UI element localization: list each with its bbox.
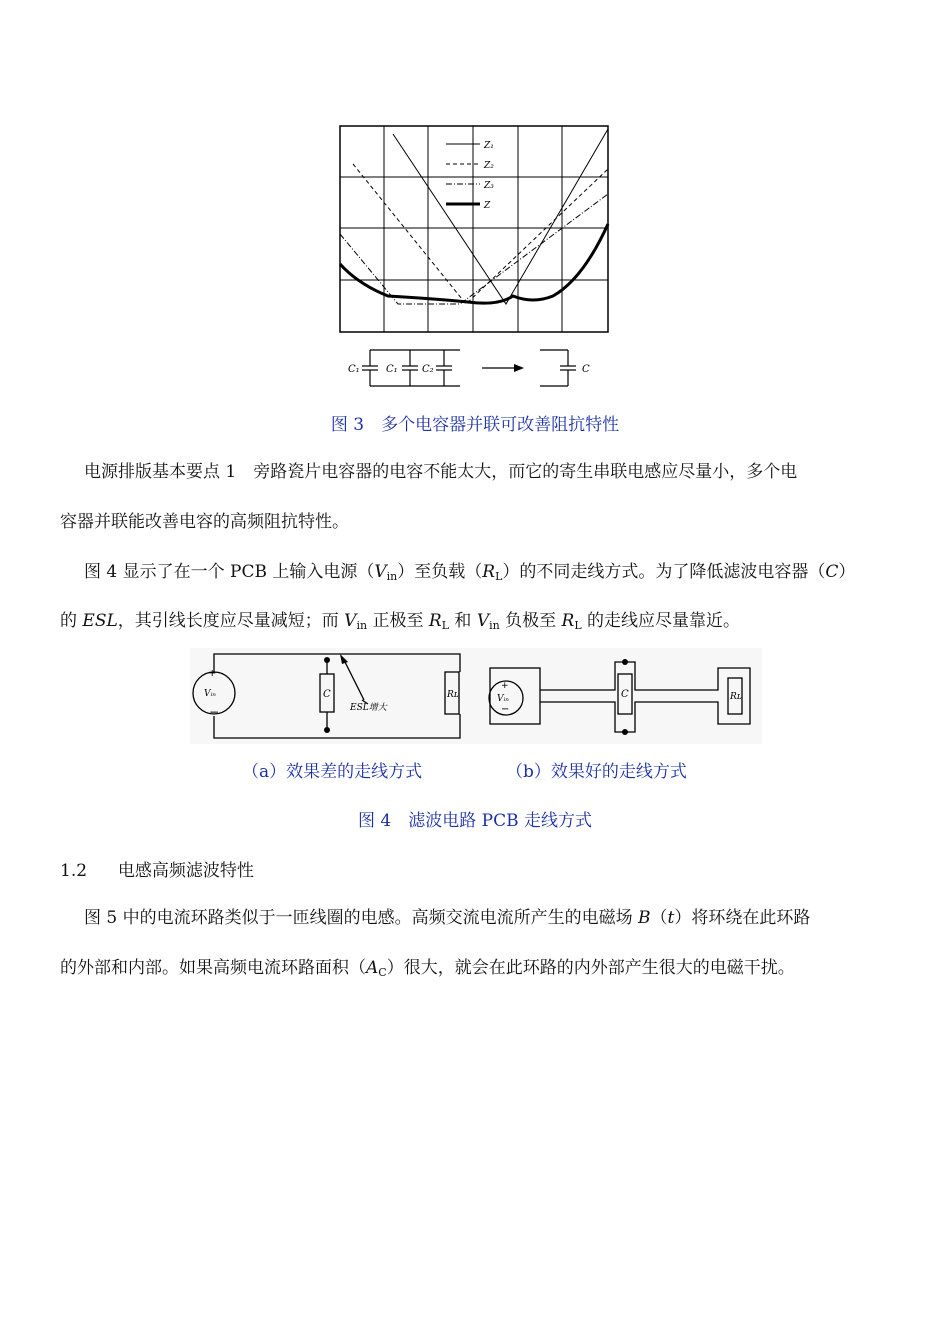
section-number: 1.2 [60, 861, 88, 881]
cap-label-3: C₂ [422, 364, 434, 375]
svg-text:+: + [501, 681, 509, 691]
paragraph-1-cont [60, 510, 890, 534]
rl-label-b: Rʟ [730, 692, 742, 702]
fig4-sub-a: （a）效果差的走线方式 [242, 762, 423, 782]
fig4-sub-b: （b）效果好的走线方式 [506, 762, 687, 782]
rl-label-a: Rʟ [447, 690, 459, 700]
legend-z: Z [484, 201, 491, 211]
para1-line1: 电源排版基本要点 1 旁路瓷片电容器的电容不能太大，而它的寄生串联电感应尽量小，多个电 [84, 462, 798, 482]
cap-label-c: C [582, 364, 590, 375]
fig4-caption: 图 4 滤波电路 PCB 走线方式 [358, 811, 592, 831]
legend-z2: Z₂ [484, 161, 494, 171]
svg-text:−: − [501, 704, 510, 715]
fig3-caption: 图 3 多个电容器并联可改善阻抗特性 [330, 415, 620, 435]
cap-label-1: C₁ [348, 364, 360, 375]
paragraph-3: 图 5 中的电流环路类似于一匝线圈的电感。高频交流电流所产生的电磁场 B（t）将环绕在此环路 [84, 908, 811, 928]
paragraph-2-cont: 的 ESL，其引线长度应尽量减短；而 $V_{in}$ 正极至 $R_L$ 和 $V_{in}$ 负极至 $R_L$ 的走线应尽量靠近。 [60, 611, 741, 632]
paragraph-2: 图 4 显示了在一个 PCB 上输入电源$(V_{in})$至负载$(R_L)$的不同走线方式。为了降低滤波电容器（C） [84, 562, 856, 583]
section-heading [60, 856, 254, 881]
c-label-a: C [323, 689, 331, 700]
svg-text:+: + [208, 668, 217, 679]
c-label-b: C [621, 689, 629, 700]
esl-label: ESL增大 [350, 703, 387, 713]
legend-z1: Z₁ [484, 141, 494, 151]
cap-label-2: C₁ [386, 364, 398, 375]
vin-label-b: Vᵢₙ [497, 694, 509, 704]
section-title: 电感高频滤波特性 [117, 861, 254, 881]
svg-text:−: − [209, 705, 220, 719]
paragraph-1 [84, 460, 890, 484]
legend-z3: Z₃ [484, 181, 494, 191]
arrow-icon [514, 364, 524, 372]
vin-label-a: Vᵢₙ [204, 689, 216, 699]
impedance-graph [338, 124, 612, 336]
paragraph-3-cont: 的外部和内部。如果高频电流环路面积$(A_C)$很大，就会在此环路的内外部产生很大的电磁干扰。 [60, 958, 795, 979]
pcb-routing-figure [190, 648, 762, 744]
para1-line2: 容器并联能改善电容的高频阻抗特性。 [60, 512, 349, 532]
capacitor-schematic [340, 344, 610, 392]
